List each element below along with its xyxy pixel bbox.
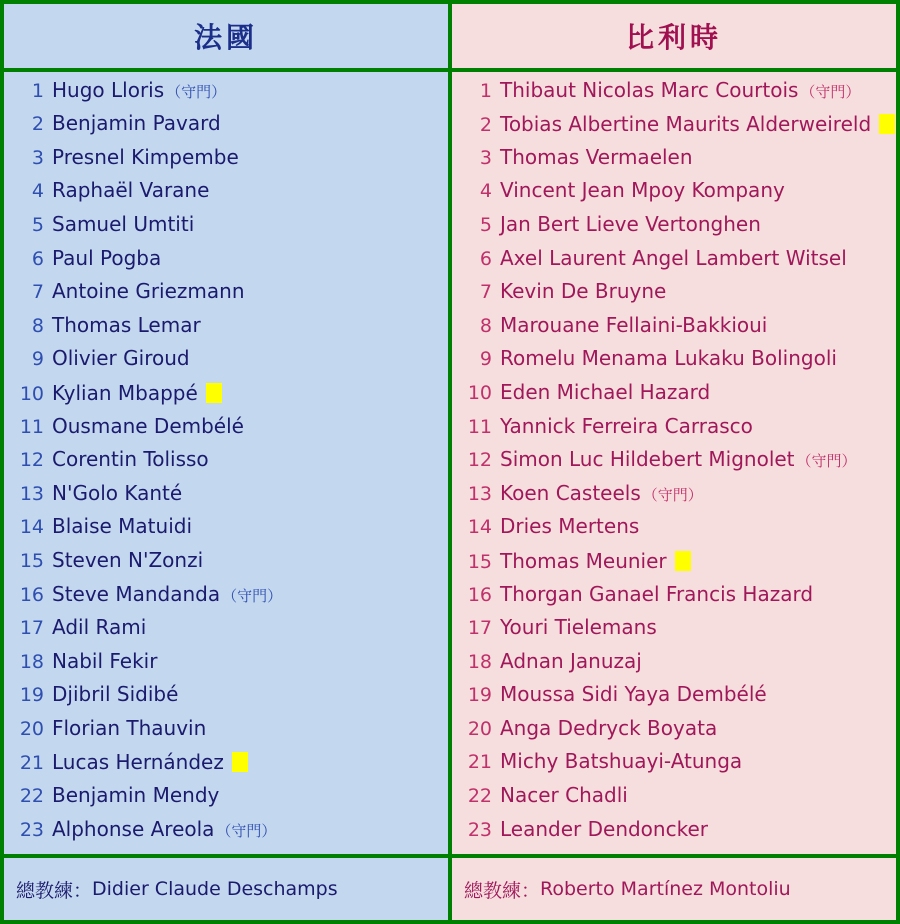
team-name-france: 法國 [4,4,448,68]
player-number: 1 [31,79,44,102]
player-number: 13 [467,482,492,505]
player-row [452,313,896,347]
player-number: 17 [19,617,44,640]
player-row [4,414,448,448]
player-row [4,548,448,582]
player-number: 15 [467,550,492,573]
player-number: 23 [467,818,492,841]
player-row [452,514,896,548]
coach-name-france: Didier Claude Deschamps [92,878,338,901]
player-row [4,582,448,616]
team-name-belgium: 比利時 [452,4,896,68]
player-row [452,481,896,515]
player-row [452,615,896,649]
team-panel-belgium [452,4,896,920]
player-number: 22 [467,785,492,808]
player-number: 19 [467,684,492,707]
player-number: 16 [467,583,492,606]
coach-row-belgium [452,858,896,920]
player-row [452,716,896,750]
player-name: Thomas Lemar [52,312,201,337]
player-name: Nabil Fekir [52,648,158,673]
player-row [4,615,448,649]
player-row [452,212,896,246]
player-name: Djibril Sidibé [52,682,179,707]
player-number: 15 [19,549,44,572]
player-number: 13 [19,482,44,505]
player-number: 21 [467,751,492,774]
player-number: 5 [479,213,492,236]
player-number: 8 [31,314,44,337]
player-name: Kevin De Bruyne [500,279,667,304]
player-row [4,817,448,851]
player-number: 12 [19,449,44,472]
player-name: Thorgan Ganael Francis Hazard [500,581,814,606]
coach-row-france [4,858,448,920]
player-row [452,749,896,783]
player-row [4,716,448,750]
player-name: Anga Dedryck Boyata [500,715,718,740]
goalkeeper-note: （守門） [166,82,227,101]
goalkeeper-note: （守門） [216,821,277,840]
player-name: Thomas Vermaelen [500,144,693,169]
player-row [452,817,896,851]
player-row [452,346,896,380]
player-row [452,246,896,280]
player-row [452,447,896,481]
player-row [452,582,896,616]
player-number: 12 [467,449,492,472]
player-name: Samuel Umtiti [52,211,195,236]
player-name: Hugo Lloris [52,77,165,102]
player-row [4,111,448,145]
player-number: 16 [19,583,44,606]
player-row [4,380,448,414]
player-name: Blaise Matuidi [52,514,193,539]
player-name: Dries Mertens [500,514,640,539]
player-row [452,783,896,817]
player-number: 14 [467,516,492,539]
player-row [452,111,896,145]
player-name: Michy Batshuayi-Atunga [500,749,743,774]
player-row [4,313,448,347]
goalkeeper-note: （守門） [642,485,703,504]
coach-label-belgium: 總教練： [464,879,541,902]
player-number: 2 [479,114,492,137]
player-number: 9 [31,348,44,371]
player-row [452,548,896,582]
player-name: Nacer Chadli [500,783,628,808]
player-name: Benjamin Mendy [52,783,220,808]
player-name: Yannick Ferreira Carrasco [500,413,753,438]
player-row [4,783,448,817]
player-number: 7 [31,281,44,304]
player-name: Marouane Fellaini-Bakkioui [500,312,768,337]
player-number: 18 [467,650,492,673]
player-number: 14 [19,516,44,539]
player-name: Kylian Mbappé [52,380,198,405]
player-name: Benjamin Pavard [52,111,221,136]
player-row [452,78,896,112]
player-number: 19 [19,684,44,707]
roster-list-belgium [452,72,896,855]
player-number: 4 [479,180,492,203]
player-name: Florian Thauvin [52,715,207,740]
player-row [452,649,896,683]
player-name: Leander Dendoncker [500,816,708,841]
player-row [452,145,896,179]
player-number: 7 [479,281,492,304]
player-row [4,78,448,112]
player-name: Adnan Januzaj [500,648,642,673]
highlight-marker-icon [206,383,222,403]
player-number: 4 [31,180,44,203]
player-row [4,481,448,515]
player-name: N'Golo Kanté [52,480,183,505]
player-name: Eden Michael Hazard [500,379,711,404]
player-number: 10 [467,381,492,404]
player-row [4,145,448,179]
player-row [4,279,448,313]
highlight-marker-icon [232,752,248,772]
player-row [4,346,448,380]
player-row [452,279,896,313]
player-number: 6 [479,247,492,270]
player-number: 3 [31,146,44,169]
player-name: Presnel Kimpembe [52,144,239,169]
player-number: 1 [479,79,492,102]
player-row [4,682,448,716]
player-row [452,682,896,716]
player-name: Jan Bert Lieve Vertonghen [500,211,761,236]
player-row [4,514,448,548]
team-panel-france [4,4,448,920]
player-name: Antoine Griezmann [52,279,245,304]
goalkeeper-note: （守門） [800,82,861,101]
player-row [452,414,896,448]
player-number: 5 [31,213,44,236]
player-name: Axel Laurent Angel Lambert Witsel [500,245,847,270]
player-number: 20 [19,717,44,740]
player-name: Ousmane Dembélé [52,413,244,438]
player-number: 10 [19,382,44,405]
player-row [4,749,448,783]
player-name: Thibaut Nicolas Marc Courtois [500,77,799,102]
player-name: Raphaël Varane [52,178,210,203]
player-row [4,178,448,212]
player-row [452,178,896,212]
player-name: Corentin Tolisso [52,447,209,472]
player-name: Olivier Giroud [52,346,190,371]
player-number: 6 [31,247,44,270]
player-number: 17 [467,617,492,640]
player-row [4,212,448,246]
coach-label-france: 總教練： [16,879,93,902]
player-row [4,649,448,683]
player-name: Adil Rami [52,615,147,640]
player-name: Tobias Albertine Maurits Alderweireld [500,112,872,137]
player-name: Simon Luc Hildebert Mignolet [500,447,795,472]
player-name: Alphonse Areola [52,816,215,841]
player-number: 2 [31,113,44,136]
player-number: 23 [19,818,44,841]
player-name: Lucas Hernández [52,750,224,775]
player-number: 21 [19,752,44,775]
player-number: 3 [479,146,492,169]
player-number: 22 [19,785,44,808]
player-name: Koen Casteels [500,480,641,505]
goalkeeper-note: （守門） [222,586,283,605]
player-name: Steve Mandanda [52,581,221,606]
player-number: 11 [19,415,44,438]
player-number: 8 [479,314,492,337]
player-row [4,447,448,481]
player-number: 9 [479,348,492,371]
highlight-marker-icon [675,551,691,571]
player-row [4,246,448,280]
player-name: Vincent Jean Mpoy Kompany [500,178,785,203]
player-name: Thomas Meunier [500,548,667,573]
player-name: Romelu Menama Lukaku Bolingoli [500,346,837,371]
player-number: 11 [467,415,492,438]
player-name: Youri Tielemans [500,615,657,640]
player-name: Paul Pogba [52,245,162,270]
player-row [452,380,896,414]
coach-name-belgium: Roberto Martínez Montoliu [540,878,791,901]
player-name: Steven N'Zonzi [52,547,204,572]
player-number: 18 [19,650,44,673]
player-number: 20 [467,717,492,740]
goalkeeper-note: （守門） [796,452,857,471]
highlight-marker-icon [879,114,895,134]
player-name: Moussa Sidi Yaya Dembélé [500,682,767,707]
roster-list-france [4,72,448,855]
